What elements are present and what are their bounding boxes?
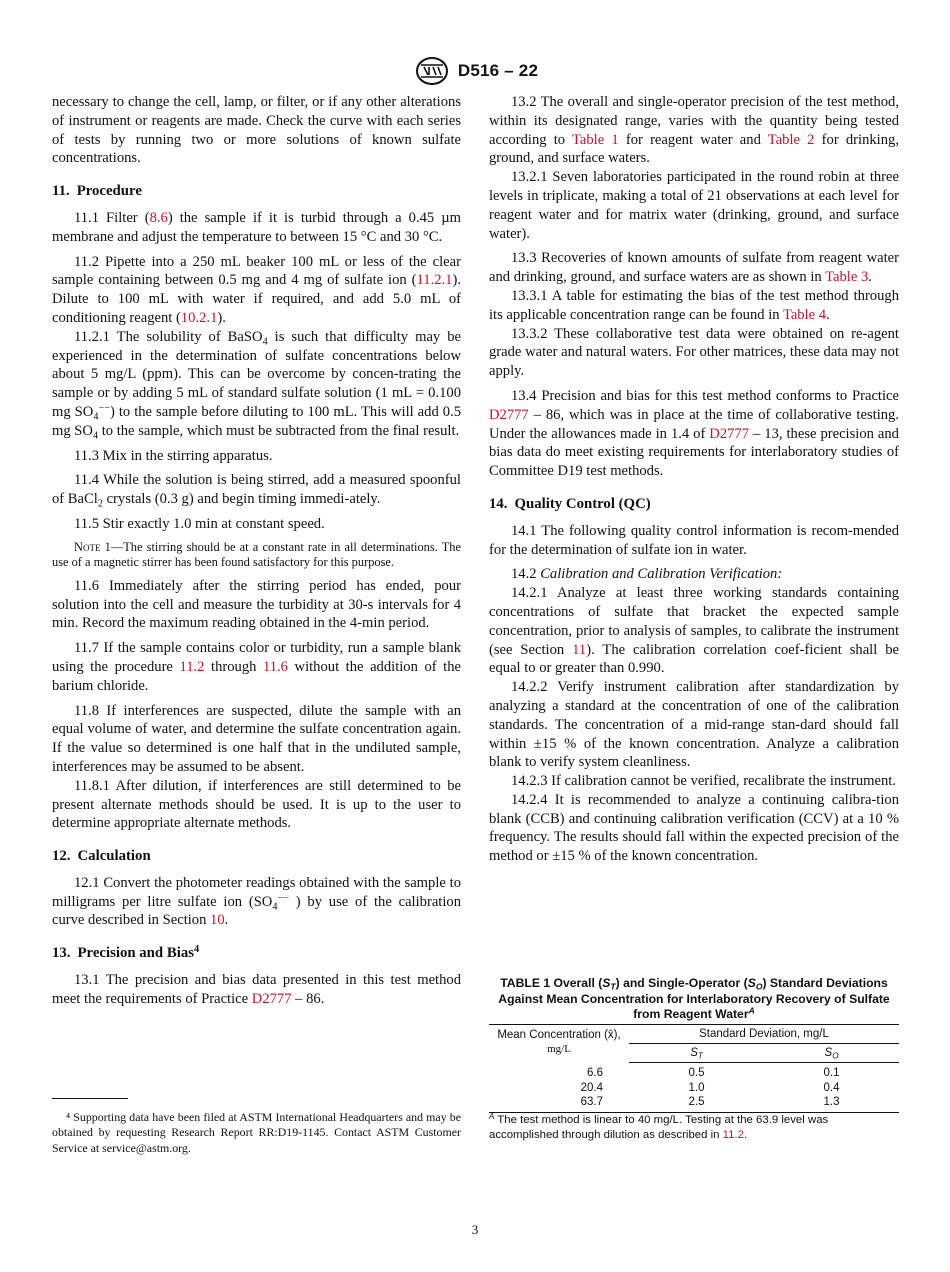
subscript: 4: [92, 430, 99, 442]
ref-link-d2777[interactable]: D2777: [489, 406, 529, 423]
footnote-4: ⁴ Supporting data have been filed at ASTM International Headquarters and may be obtained by requesting Research Report RR:D19-1145. Contact ASTM Customer Service at service@astm.org.: [52, 1110, 461, 1155]
paragraph-14-2-1: [489, 584, 899, 678]
subscript: O: [832, 1051, 839, 1061]
text-run: ) to the sample before diluting to 100 mL. This will add 0.5 mg SO: [52, 403, 462, 439]
text-run: without the addition of the barium chloride.: [52, 658, 461, 694]
paragraph-14-1: 14.1 The following quality control information is recom-mended for the determination of sulfate ion in water.: [489, 522, 899, 558]
table-note-marker: A: [748, 1005, 755, 1016]
text-run: for drinking, ground, and surface waters.: [489, 131, 899, 167]
subscript: 4: [262, 336, 268, 348]
note-label: Note 1: [74, 539, 111, 554]
paragraph-11-5: 11.5 Stir exactly 1.0 min at constant speed.: [74, 515, 325, 532]
table-row: [489, 1063, 899, 1081]
section-11-heading: [52, 182, 461, 201]
ref-link-table-3[interactable]: Table 3: [825, 269, 869, 286]
astm-logo-icon: [412, 56, 452, 86]
table-1-footnote: [489, 1113, 899, 1143]
cell-so: 0.4: [823, 1081, 840, 1094]
cell-st: 0.5: [688, 1067, 705, 1079]
cell-st: 2.5: [629, 1095, 764, 1112]
cell-mean: 63.7: [489, 1095, 629, 1112]
text-run: 12.1 Convert the photometer readings obtained with the sample to milligrams per litre sulfate ion (SO: [52, 874, 461, 910]
paragraph-13-4: [489, 387, 899, 481]
symbol: S: [690, 1047, 698, 1059]
text-run: – 86, which was in place at the time of collaborative testing. Under the allowances made in 1.4 of: [489, 406, 899, 442]
paragraph-13-3-2: 13.3.2 These collaborative test data were obtained on re-agent grade water and natural waters. For other matrices, these data may not apply.: [489, 325, 899, 380]
cell-mean: 20.4: [580, 1081, 603, 1094]
text-run: TABLE 1 Overall (: [500, 976, 603, 990]
section-13-heading: [52, 944, 461, 963]
table-1: [489, 1024, 899, 1113]
header-so: [764, 1044, 899, 1063]
text-run: .: [224, 912, 229, 929]
subscript: 4: [93, 411, 99, 423]
header-text: Mean Concentration (x̄),: [497, 1029, 621, 1041]
ref-link-11-2[interactable]: 11.2: [722, 1129, 744, 1141]
text-run: 11.4 While the solution is being stirred, add a measured spoonful of BaCl: [52, 472, 461, 508]
footnote-divider: [52, 1098, 128, 1099]
text-run: 13.3.1 A table for estimating the bias of the test method through its applicable concentration range can be found in: [489, 287, 899, 323]
text-run: 11.2 Pipette into a 250 mL beaker 100 mL or less of the clear sample containing between 0.5 mg and 4 mg of sulfate ion (: [52, 253, 461, 289]
text-run: ) the sample if it is turbid through a 0.45 µm membrane and adjust the temperature to between 15 °C and 30 °C.: [52, 209, 461, 245]
paragraph-11-7: [52, 639, 461, 695]
cell-so: 0.1: [823, 1067, 840, 1079]
note-text: —The stirring should be at a constant rate in all determinations. The use of a magnetic stirrer has been found satisfactory for this purpose.: [52, 539, 461, 570]
cell-so: 1.3: [764, 1095, 899, 1112]
text-run: 11.2.1 The solubility of BaSO: [74, 328, 263, 345]
text-run: .: [868, 269, 872, 286]
ref-link-10[interactable]: 10: [210, 912, 225, 929]
paragraph-11-6: 11.6 Immediately after the stirring period has ended, pour solution into the cell and measure the turbidity at 30-s intervals for 4 min. Record the maximum reading obtained in the 4-min period.: [52, 577, 461, 632]
paragraph-11-3: 11.3 Mix in the stirring apparatus.: [74, 447, 273, 464]
section-title: Quality Control (QC): [514, 495, 651, 512]
ref-link-11-2[interactable]: 11.2: [179, 658, 205, 675]
subscript: 4: [272, 900, 278, 912]
paragraph-11-8: 11.8 If interferences are suspected, dilute the sample with an equal volume of water, and determine the sulfate concentration again. If the value so determined is one half that in the undiluted sample, interferences may be assumed to be absent.: [52, 702, 461, 775]
header-unit: mg/L: [547, 1043, 571, 1055]
text-run: 13.3 Recoveries of known amounts of sulfate from reagent water and drinking, ground, and surface waters are as shown in: [489, 250, 899, 286]
section-number: 13.: [52, 945, 71, 962]
page-header: [0, 56, 950, 86]
text-run: 11.7 If the sample contains color or turbidity, run a sample blank using the procedure: [52, 640, 461, 675]
paragraph-11-8-1: 11.8.1 After dilution, if interferences are still determined to be present alternate methods should be used. It is up to the user to determine appropriate alternate methods.: [52, 777, 461, 832]
section-title: Procedure: [76, 183, 142, 200]
ref-link-table-2[interactable]: Table 2: [767, 131, 815, 148]
ref-link-d2777[interactable]: D2777: [251, 990, 292, 1007]
text-run: ) and Single-Operator (: [615, 976, 748, 990]
footnote-marker: 4: [193, 944, 200, 956]
section-number: 12.: [52, 848, 71, 865]
table-note-marker: A: [489, 1112, 495, 1122]
paragraph-14-2: [489, 565, 899, 584]
text-run: .: [743, 1129, 748, 1141]
paragraph-14-2-2: 14.2.2 Verify instrument calibration after standardization by analyzing a standard at the concentration of one of the calibration standards. The concentration of a mid-range stan-dard should fall within ±15 % of the known concentration. Analyze a calibration blank to verify system cleanliness.: [489, 679, 899, 771]
text-run: to the sample, which must be subtracted from the final result.: [98, 422, 460, 439]
paragraph-13-2-1: 13.2.1 Seven laboratories participated in the round robin at three levels in triplicate, making a total of 21 observations at each level for reagent water and for matrix water (drinking, ground, and surface water).: [489, 169, 899, 242]
text-run: – 13, these precision and bias data do meet existing requirements for interlaboratory studies of Committee D19 test methods.: [489, 425, 899, 480]
page-number: 3: [471, 1222, 479, 1237]
text-run: ) by use of the calibration curve described in Section: [52, 893, 461, 929]
section-number: 11.: [52, 183, 70, 200]
ref-link-11-6[interactable]: 11.6: [262, 658, 288, 675]
superscript: −−: [277, 892, 289, 904]
symbol: S: [824, 1047, 833, 1059]
text-run: through: [204, 658, 263, 675]
section-number: 14.: [489, 495, 508, 512]
paragraph-13-3-1: [489, 287, 899, 325]
left-column: [52, 93, 461, 1015]
section-14-heading: [489, 495, 899, 514]
text-run: 13.2 The overall and single-operator precision of the test method, within its designated range, varies with the quantity being tested according to: [489, 94, 899, 148]
paragraph-11-4: [52, 471, 461, 509]
text-run: ).: [217, 309, 226, 326]
section-12-heading: [52, 847, 461, 866]
header-mean-concentration: [489, 1025, 629, 1063]
text-run: 13.1 The precision and bias data presented in this test method meet the requirements of Practice: [52, 972, 461, 1007]
text-run: for reagent water and: [618, 131, 768, 148]
subsection-title: Calibration and Calibration Verification:: [540, 566, 783, 583]
subscript: O: [755, 981, 763, 992]
text-run: – 86.: [291, 990, 325, 1007]
subscript: T: [697, 1051, 703, 1061]
text-run: The test method is linear to 40 mg/L. Testing at the 63.9 level was accomplished through dilution as described in: [489, 1114, 829, 1141]
symbol: S: [747, 976, 756, 990]
section-title-text: Precision and Bias: [77, 945, 194, 962]
note-1: [52, 540, 461, 571]
paragraph-13-1: [52, 971, 461, 1009]
text-run: 13.4 Precision and bias for this test method conforms to Practice: [511, 387, 899, 404]
paragraph-11-2-1: [52, 328, 461, 441]
text-run: ) Standard Deviations Against Mean Concentration for Interlaboratory Recovery of Sulfate from Reagent Water: [498, 976, 890, 1022]
text-run: 11.1 Filter (: [74, 209, 150, 226]
paragraph-13-3: [489, 249, 899, 287]
subscript: 2: [97, 498, 103, 510]
paragraph-13-2: [489, 93, 899, 168]
text-run: is such that difficulty may be experienced in the determination of sulfate concentrations below about 5 mg/L (ppm). This can be overcome by concen-trating the sample or by adding 5 mL of standard sulfate solution (1 mL = 0.100 mg SO: [52, 328, 462, 420]
ref-link-d2777[interactable]: D2777: [709, 425, 750, 442]
ref-link-8-6[interactable]: 8.6: [149, 209, 168, 226]
document-designation: D516 – 22: [457, 61, 539, 80]
header-st: [629, 1044, 764, 1063]
text-run: ). Dilute to 100 mL with water if required, and add 5.0 mL of conditioning reagent (: [52, 272, 461, 326]
text-run: 14.2.1 Analyze at least three working standards containing concentrations of sulfate that bracket the expected sample concentration, prior to analysis of samples, to calibrate the instrument (see Section: [489, 585, 899, 658]
ref-link-table-4[interactable]: Table 4: [782, 306, 827, 323]
ref-link-11[interactable]: 11: [572, 641, 587, 658]
paragraph-11-1: [52, 209, 461, 247]
symbol: S: [602, 976, 611, 990]
header-standard-deviation: Standard Deviation, mg/L: [629, 1025, 899, 1044]
paragraph-14-2-4: 14.2.4 It is recommended to analyze a continuing calibra-tion blank (CCB) and continuing calibration verification (CCV) at a 10 % frequency. The results should fall within the expected precision of the method or ±15 % of the known concentration.: [489, 791, 899, 865]
cell-st: 1.0: [688, 1081, 705, 1094]
table-row: [489, 1081, 899, 1096]
text-run: .: [826, 306, 830, 323]
table-row: [489, 1095, 899, 1112]
paragraph-intro: necessary to change the cell, lamp, or filter, or if any other alterations of instrument or reagents are made. Check the curve with each series of tests by running two or more solutions of known sulfate concentrations.: [52, 94, 461, 167]
ref-link-table-1[interactable]: Table 1: [572, 131, 619, 148]
paragraph-11-2: [52, 253, 461, 328]
ref-link-10-2-1[interactable]: 10.2.1: [180, 309, 218, 326]
right-column: [489, 93, 899, 866]
subscript: T: [610, 981, 616, 992]
text-run: ). The calibration correlation coef-ficient shall be equal to or greater than 0.990.: [489, 641, 899, 677]
section-title: [78, 944, 200, 963]
section-title: Calculation: [77, 848, 151, 865]
text-run: crystals (0.3 g) and begin timing immedi-ately.: [102, 491, 381, 508]
table-1-title: [489, 976, 899, 1023]
superscript: −−: [98, 402, 110, 414]
cell-mean: 6.6: [587, 1066, 603, 1079]
text-run: 14.2: [511, 566, 541, 583]
paragraph-12-1: [52, 874, 461, 930]
ref-link-11-2-1[interactable]: 11.2.1: [416, 272, 453, 289]
paragraph-14-2-3: 14.2.3 If calibration cannot be verified, recalibrate the instrument.: [511, 773, 896, 790]
